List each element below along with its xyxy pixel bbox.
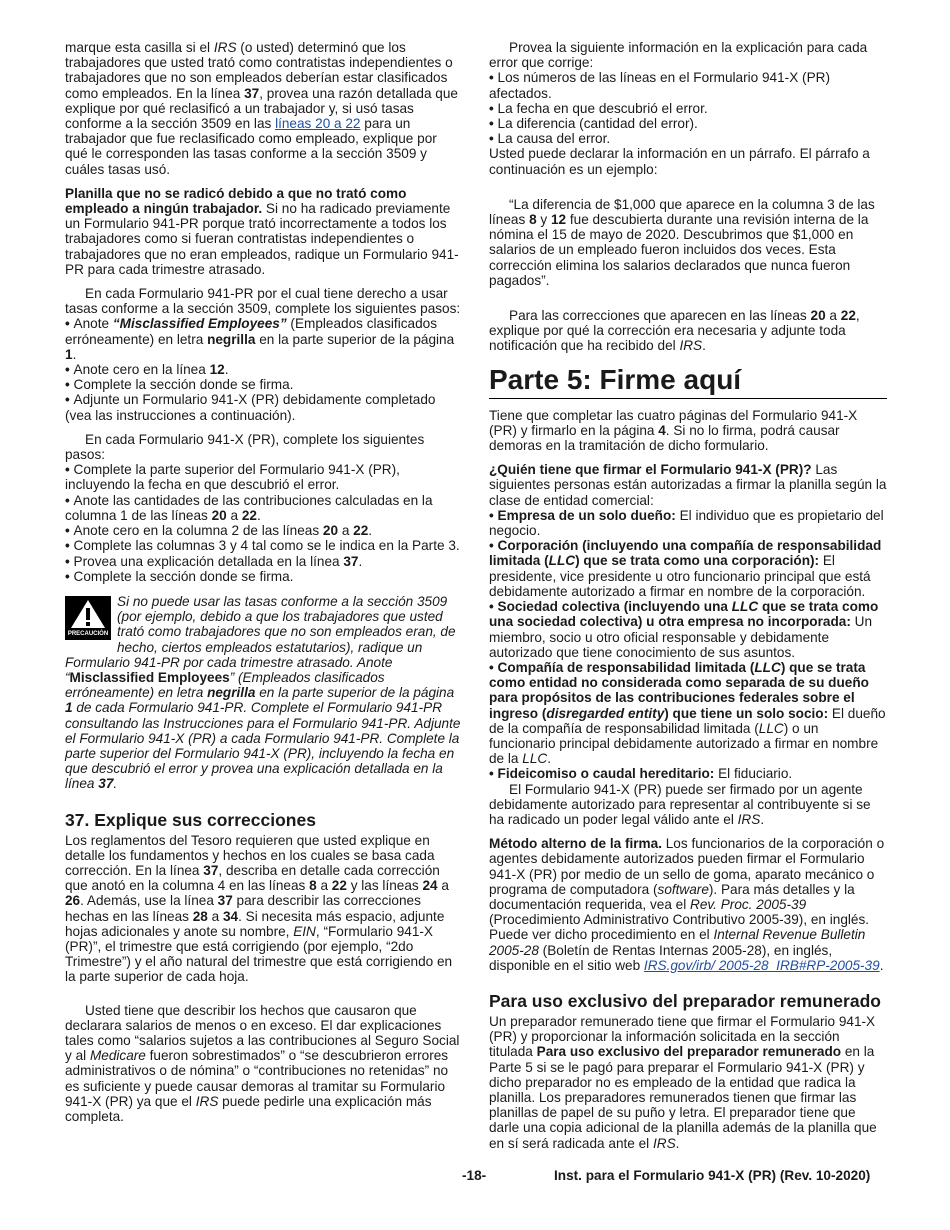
list-item: • Los números de las líneas en el Formulario 941-X (PR) afectados. [489, 70, 887, 100]
list-item: • La diferencia (cantidad del error). [489, 116, 887, 131]
list-item: • Complete las columnas 3 y 4 tal como se le indica en la Parte 3. [65, 538, 463, 553]
paragraph: Usted puede declarar la información en un párrafo. El párrafo a continuación es un ejemplo: [489, 146, 870, 177]
paragraph: En cada Formulario 941-X (PR), complete los siguientes pasos: [65, 431, 425, 463]
irs-irb-link[interactable]: IRS.gov/irb/ 2005-28_IRB#RP-2005-39 [643, 957, 880, 973]
list-item: • Empresa de un solo dueño: El individuo que es propietario del negocio. [489, 508, 887, 538]
list-item: • La fecha en que descubrió el error. [489, 101, 887, 116]
list-item: • Complete la sección donde se firma. [65, 377, 463, 392]
right-column [489, 40, 887, 1151]
list-item: • Anote cero en la línea 12. [65, 362, 463, 377]
paragraph: Planilla que no se radicó debido a que no trató como empleado a ningún trabajador. Si no ha radicado previamente un Formulario 941-PR porque trató incorrectamente a todos los trabajadores como si fueran contratistas independientes o trabajadores que no eran empleados, radique un Formulario 941-PR para cada trimestre atrasado. [65, 185, 459, 277]
paragraph: Para las correcciones que aparecen en las líneas 20 a 22, explique por qué la corrección era necesaria y adjunte toda notificación que ha recibido del IRS. [489, 308, 860, 354]
lines-20-22-link[interactable]: líneas 20 a 22 [275, 116, 361, 132]
paragraph: ¿Quién tiene que firmar el Formulario 941-X (PR)? Las siguientes personas están autorizadas a firmar la planilla según la clase de entidad comercial: [489, 462, 887, 508]
example-quote: “La diferencia de $1,000 que aparece en la columna 3 de las líneas 8 y 12 fue descubierta durante una revisión interna de la nómina el 15 de mayo de 2020. Descubrimos que $1,000 en salarios de un empleado fueron incluidos dos veces. Esta corrección elimina los salarios declarados que nunca fueron pagados”. [489, 196, 875, 288]
paragraph: Tiene que completar las cuatro páginas del Formulario 941-X (PR) y firmarlo en la página 4. Si no lo firma, podrá causar demoras en la tramitación de dicho formulario. [489, 407, 858, 454]
left-column [65, 40, 463, 1124]
list-item: • Anote “Misclassified Employees” (Empleados clasificados erróneamente) en letra negrilla en la parte superior de la página 1. [65, 316, 463, 362]
list-item: • La causa del error. [489, 131, 887, 146]
section-heading-37: 37. Explique sus correcciones [65, 809, 316, 830]
paragraph: Usted tiene que describir los hechos que causaron que declarara salarios de menos o en exceso. El dar explicaciones tales como “salarios sujetos a las contribuciones al Seguro Social y al Medicare fueron sobrestimados” o “se descubrieron errores administrativos o de nómina” o “contribuciones no retenidas” no es suficiente y puede causar demoras al tramitar su Formulario 941-X (PR) ya que el IRS puede pedirle una explicación más completa. [65, 1002, 460, 1124]
paragraph: Los reglamentos del Tesoro requieren que usted explique en detalle los fundamentos y hechos en los cuales se basa cada corrección. En la línea 37, describa en detalle cada corrección que anotó en la columna 4 en las líneas 8 a 22 y las líneas 24 a 26. Además, use la línea 37 para describir las correcciones hechas en las líneas 28 a 34. Si necesita más espacio, adjunte hojas adicionales y anote su nombre, EIN, “Formulario 941-X (PR)”, el trimestre que está corrigiendo (por ejemplo, “2do Trimestre”) y el año natural del trimestre que está corrigiendo en la parte superior de cada hoja. [65, 832, 453, 985]
paragraph: En cada Formulario 941-PR por el cual tiene derecho a usar tasas conforme a la sección 3509, complete los siguientes pasos: [65, 286, 461, 317]
caution-label: PRECAUCIÓN [67, 630, 109, 637]
list-item: • Provea una explicación detallada en la línea 37. [65, 554, 463, 569]
paragraph: Método alterno de la firma. Los funcionarios de la corporación o agentes debidamente autorizados pueden firmar el Formulario 941-X (PR) por medio de un sello de goma, aparato mecánico o programa de computadora (software). Para más detalles y la documentación requerida, vea el Rev. Proc. 2005-39 (Procedimiento Administrativo Contributivo 2005-39), en inglés. Puede ver dicho procedimiento en el Internal Revenue Bulletin 2005-28 (Boletín de Rentas Internas 2005-28), en inglés, disponible en el sitio web IRS.gov/irb/ 2005-28_IRB#RP-2005-39. [489, 836, 885, 973]
caution-note: PRECAUCIÓN Si no puede usar las tasas conforme a la sección 3509 (por ejemplo, debido a que los trabajadores que usted trató como trabajadores que no son empleados eran, de hecho, ciertos empleados estatutarios), radique un Formulario 941-PR por cada trimestre atrasado. Anote “Misclassified Employees” (Empleados clasificados erróneamente) en letra negrilla en la parte superior de la página 1 de cada Formulario 941-PR. Complete el Formulario 941-PR consultando las Instrucciones para el Formulario 941-PR. Adjunte el Formulario 941-X (PR) a cada Formulario 941-PR. Complete la parte superior del Formulario 941-X (PR), incluyendo la fecha en que descubrió el error y provea una explicación detallada en la línea 37. [65, 593, 461, 792]
list-item: • Complete la parte superior del Formulario 941-X (PR), incluyendo la fecha en que descubrió el error. [65, 462, 463, 492]
list-item: • Anote cero en la columna 2 de las líneas 20 a 22. [65, 523, 463, 538]
list-item: • Corporación (incluyendo una compañía de responsabilidad limitada (LLC) que se trata como una corporación): El presidente, vice presidente u otro funcionario principal que está debidamente autorizado a firmar en nombre de la corporación. [489, 538, 887, 599]
list-item: • Adjunte un Formulario 941-X (PR) debidamente completado (vea las instrucciones a continuación). [65, 392, 463, 422]
footer-title: Inst. para el Formulario 941-X (PR) (Rev. 10-2020) [554, 1168, 871, 1183]
list-item: • Compañía de responsabilidad limitada (LLC) que se trata como entidad no considerada como separada de su dueño para propósitos de las contribuciones federales sobre el ingreso (disregarded entity) que tiene un solo socio: El dueño de la compañía de responsabilidad limitada (LLC) o un funcionario principal debidamente autorizado a firmar en nombre de la LLC. [489, 660, 887, 766]
paragraph: Provea la siguiente información en la explicación para cada error que corrige: [489, 40, 868, 71]
list-item: • Anote las cantidades de las contribuciones calculadas en la columna 1 de las líneas 20 a 22. [65, 493, 463, 523]
paragraph: marque esta casilla si el IRS (o usted) determinó que los trabajadores que usted trató como contratistas independientes o trabajadores que no son empleados deberían estar clasificados como empleados. En la línea 37, provea una razón detallada que explique por qué reclasificó a un trabajador y, si usó tasas conforme a la sección 3509 en las líneas 20 a 22 para un trabajador que fue reclasificado como empleado, explique por qué le corresponden las tasas conforme a la sección 3509 y cuáles tasas usó. [65, 40, 458, 177]
paragraph: El Formulario 941-X (PR) puede ser firmado por un agente debidamente autorizado para representar al contribuyente si se ha radicado un poder legal válido ante el IRS. [489, 781, 871, 827]
paid-preparer-heading: Para uso exclusivo del preparador remunerado [489, 990, 881, 1011]
list-item: • Complete la sección donde se firma. [65, 569, 463, 584]
caution-icon [65, 596, 111, 640]
paragraph: Un preparador remunerado tiene que firmar el Formulario 941-X (PR) y proporcionar la información solicitada en la sección titulada Para uso exclusivo del preparador remunerado en la Parte 5 si se le pagó para preparar el Formulario 941-X (PR) y dicho preparador no es empleado de la entidad que radica la planilla. Los preparadores remunerados tienen que firmar las planillas de papel de su puño y letra. El preparador tiene que darle una copia adicional de la planilla además de la planilla que en sí será radicada ante el IRS. [489, 1013, 877, 1151]
list-item: • Sociedad colectiva (incluyendo una LLC que se trata como una sociedad colectiva) u otra empresa no incorporada: Un miembro, socio u otro oficial responsable y debidamente autorizado que tiene conocimiento de sus asuntos. [489, 599, 887, 660]
page-number: -18- [462, 1168, 487, 1183]
part-5-heading: Parte 5: Firme aquí [489, 364, 887, 399]
list-item: • Fideicomiso o caudal hereditario: El fiduciario. [489, 766, 887, 781]
